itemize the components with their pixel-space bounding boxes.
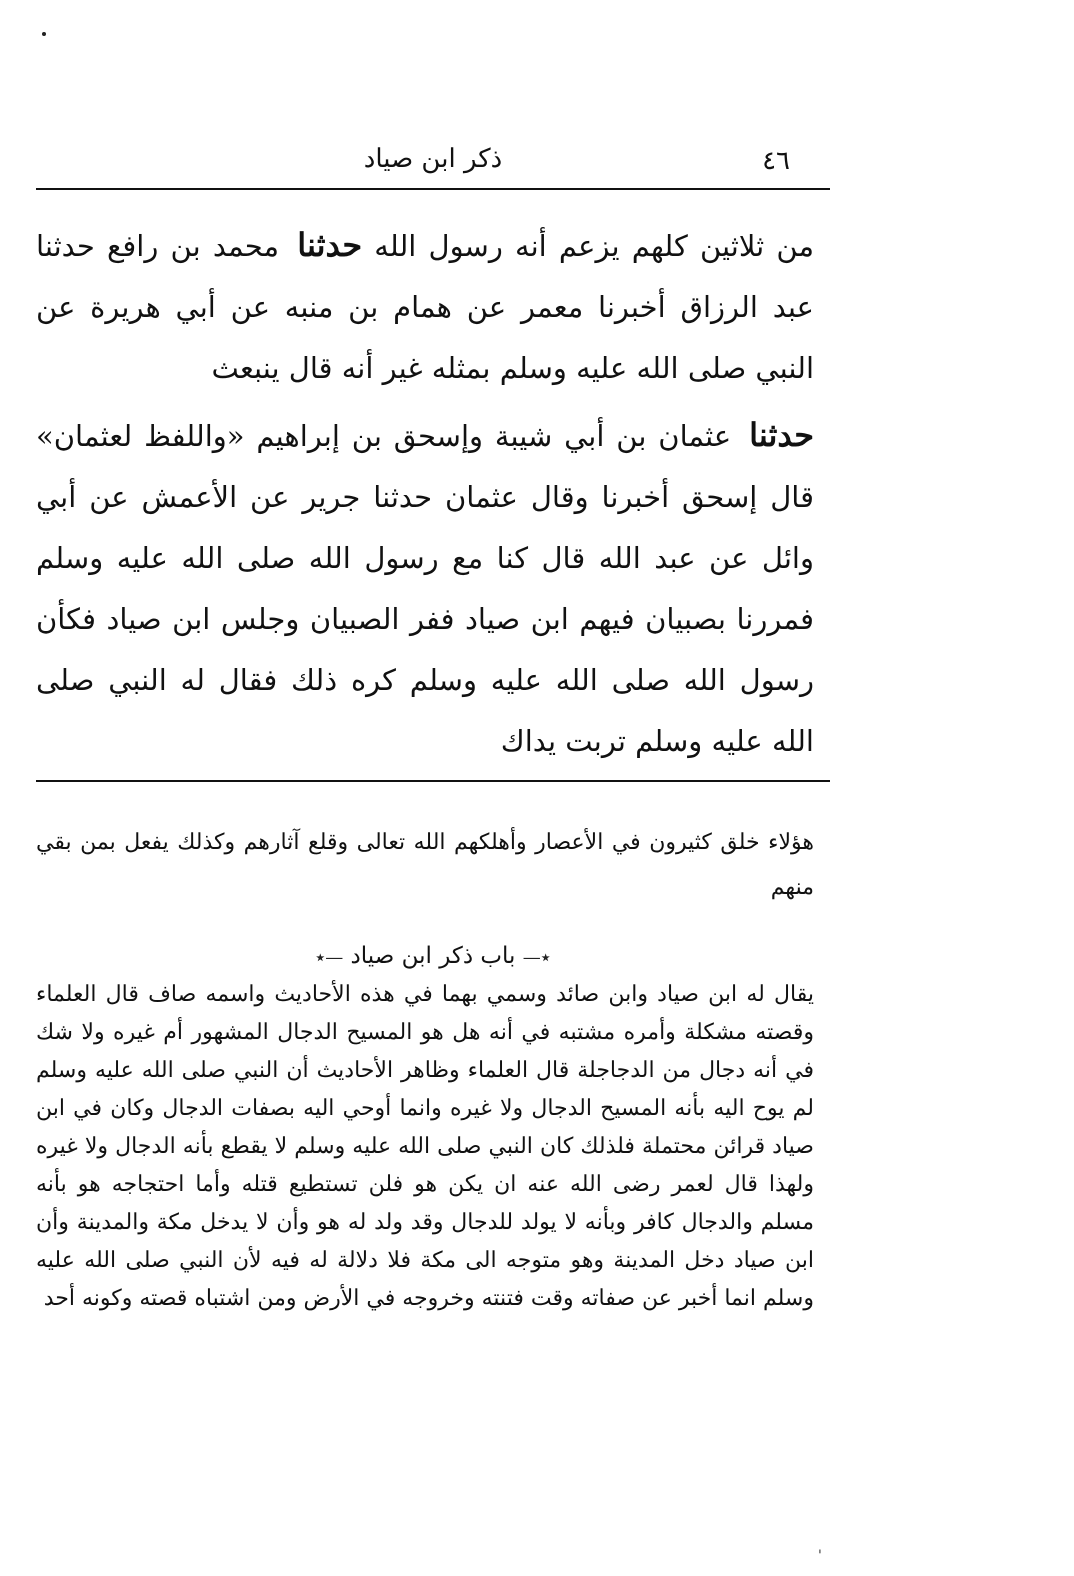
haddathana-marker: حدثنا — [297, 226, 363, 264]
hadith-paragraph-1 — [36, 215, 814, 399]
heading-ornament-left: —٭ — [315, 947, 344, 968]
haddathana-marker: حدثنا — [749, 416, 814, 454]
hadith-text — [36, 215, 814, 772]
hadith-1-lead: من ثلاثين كلهم يزعم أنه رسول الله — [374, 229, 815, 263]
hadith-paragraph-2 — [36, 405, 814, 772]
footnote — [36, 820, 814, 910]
commentary-text: يقال له ابن صياد وابن صائد وسمي بهما في هذه الأحاديث واسمه صاف قال العلماء وقصته مشكلة وأمره مشتبه في أنه هل هو المسيح الدجال المشهور أم غيره ولا شك في أنه دجال من الدجاجلة قال العلماء وظاهر الأحاديث أن النبي صلى الله عليه وسلم لم يوح اليه بأنه المسيح الدجال ولا غيره وانما أوحي اليه بصفات الدجال وكان في ابن صياد قرائن محتملة فلذلك كان النبي صلى الله عليه وسلم لا يقطع بأنه الدجال ولا غيره ولهذا قال لعمر رضى الله عنه ان يكن هو فلن تستطيع قتله وأما احتجاجه هو بأنه مسلم والدجال كافر وبأنه لا يولد للدجال وقد ولد له هو وأن لا يدخل مكة والمدينة وأن ابن صياد دخل المدينة وهو متوجه الى مكة فلا دلالة له فيه لأن النبي صلى الله عليه وسلم انما أخبر عن صفاته وقت فتنته وخروجه في الأرض ومن اشتباه قصته وكونه أحد — [36, 982, 814, 1311]
page-header — [36, 138, 830, 186]
heading-ornament-right: ٭— — [522, 947, 551, 968]
chapter-heading — [36, 938, 830, 976]
stray-mark: ' — [818, 1548, 822, 1564]
commentary — [36, 976, 814, 1318]
ink-speck — [42, 32, 46, 36]
footnote-text: هؤلاء خلق كثيرون في الأعصار وأهلكهم الله تعالى وقلع آثارهم وكذلك يفعل بمن بقي منهم — [36, 830, 814, 900]
chapter-title: باب ذكر ابن صياد — [350, 943, 516, 969]
hadith-1-rest: محمد بن رافع حدثنا عبد الرزاق أخبرنا معمر عن همام بن منبه عن أبي هريرة عن النبي صلى الله عليه وسلم بمثله غير أنه قال ينبعث — [36, 229, 814, 385]
page-number: ٤٦ — [762, 146, 790, 176]
running-title: ذكر ابن صياد — [363, 144, 503, 174]
header-rule — [36, 188, 830, 190]
footnote-rule — [36, 780, 830, 782]
hadith-2-text: عثمان بن أبي شيبة وإسحق بن إبراهيم «واللفظ لعثمان» قال إسحق أخبرنا وقال عثمان حدثنا جرير عن الأعمش عن أبي وائل عن عبد الله قال كنا مع رسول الله صلى الله عليه وسلم فمررنا بصبيان فيهم ابن صياد ففر الصبيان وجلس ابن صياد فكأن رسول الله صلى الله عليه وسلم كره ذلك فقال له النبي صلى الله عليه وسلم تربت يداك — [36, 419, 814, 758]
